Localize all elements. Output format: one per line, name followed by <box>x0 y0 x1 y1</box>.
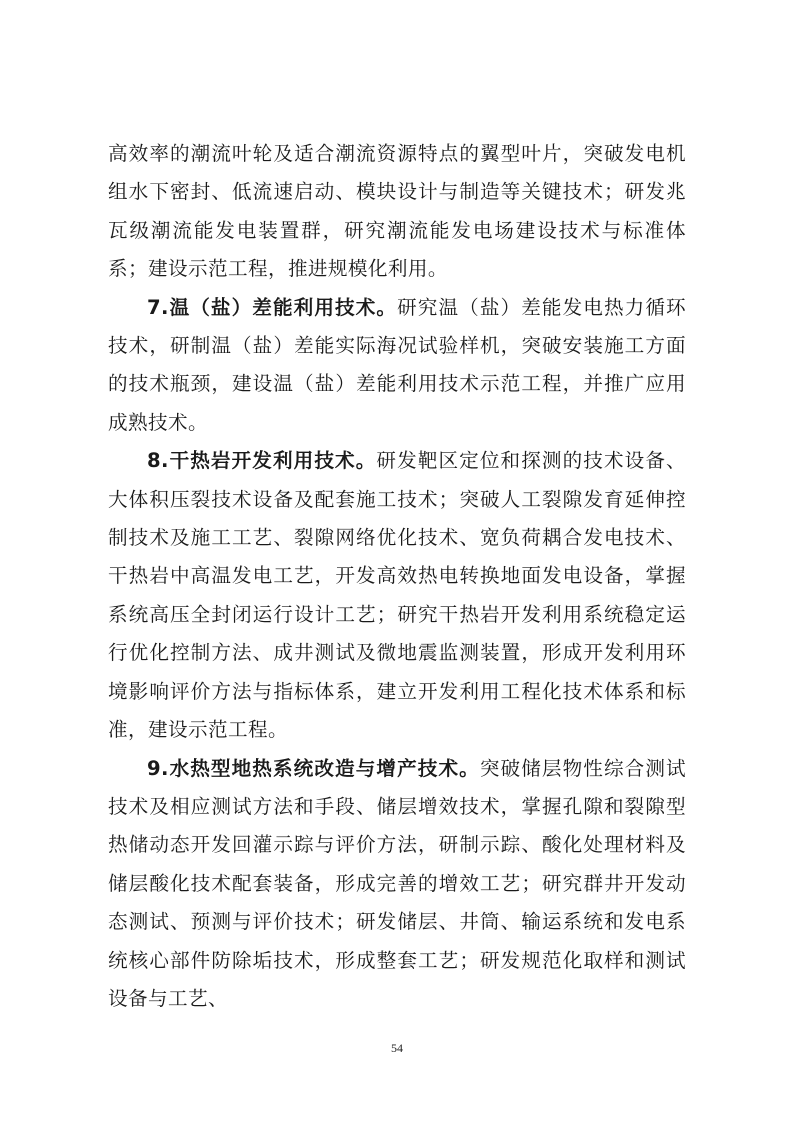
paragraph-text: 研发靶区定位和探测的技术设备、大体积压裂技术设备及配套施工技术；突破人工裂隙发育延伸控制技术及施工工艺、裂隙网络优化技术、宽负荷耦合发电技术、干热岩中高温发电工艺，开发高效热电转换地面发电设备，掌握系统高压全封闭运行设计工艺；研究干热岩开发利用系统稳定运行优化控制方法、成井测试及微地震监测装置，形成开发利用环境影响评价方法与指标体系，建立开发利用工程化技术体系和标准，建设示范工程。 <box>108 449 686 742</box>
paragraph-tidal-continuation <box>108 135 686 289</box>
paragraph-section-7 <box>108 289 686 443</box>
body-text <box>108 135 686 1018</box>
paragraph-text: 高效率的潮流叶轮及适合潮流资源特点的翼型叶片，突破发电机组水下密封、低流速启动、模块设计与制造等关键技术；研发兆瓦级潮流能发电装置群，研究潮流能发电场建设技术与标准体系；建设示范工程，推进规模化利用。 <box>108 142 686 281</box>
paragraph-text: 突破储层物性综合测试技术及相应测试方法和手段、储层增效技术，掌握孔隙和裂隙型热储动态开发回灌示踪与评价方法，研制示踪、酸化处理材料及储层酸化技术配套装备，形成完善的增效工艺；研究群井开发动态测试、预测与评价技术；研发储层、井筒、输运系统和发电系统核心部件防除垢技术，形成整套工艺；研发规范化取样和测试设备与工艺、 <box>108 756 686 1010</box>
paragraph-text: 研究温（盐）差能发电热力循环技术，研制温（盐）差能实际海况试验样机，突破安装施工方面的技术瓶颈，建设温（盐）差能利用技术示范工程，并推广应用成熟技术。 <box>108 295 686 434</box>
page-number: 54 <box>391 1041 403 1055</box>
section-heading: 8.干热岩开发利用技术。 <box>147 449 377 473</box>
section-heading: 9.水热型地热系统改造与增产技术。 <box>147 756 480 780</box>
paragraph-section-8 <box>108 442 686 749</box>
paragraph-section-9 <box>108 750 686 1019</box>
section-heading: 7.温（盐）差能利用技术。 <box>147 295 398 319</box>
